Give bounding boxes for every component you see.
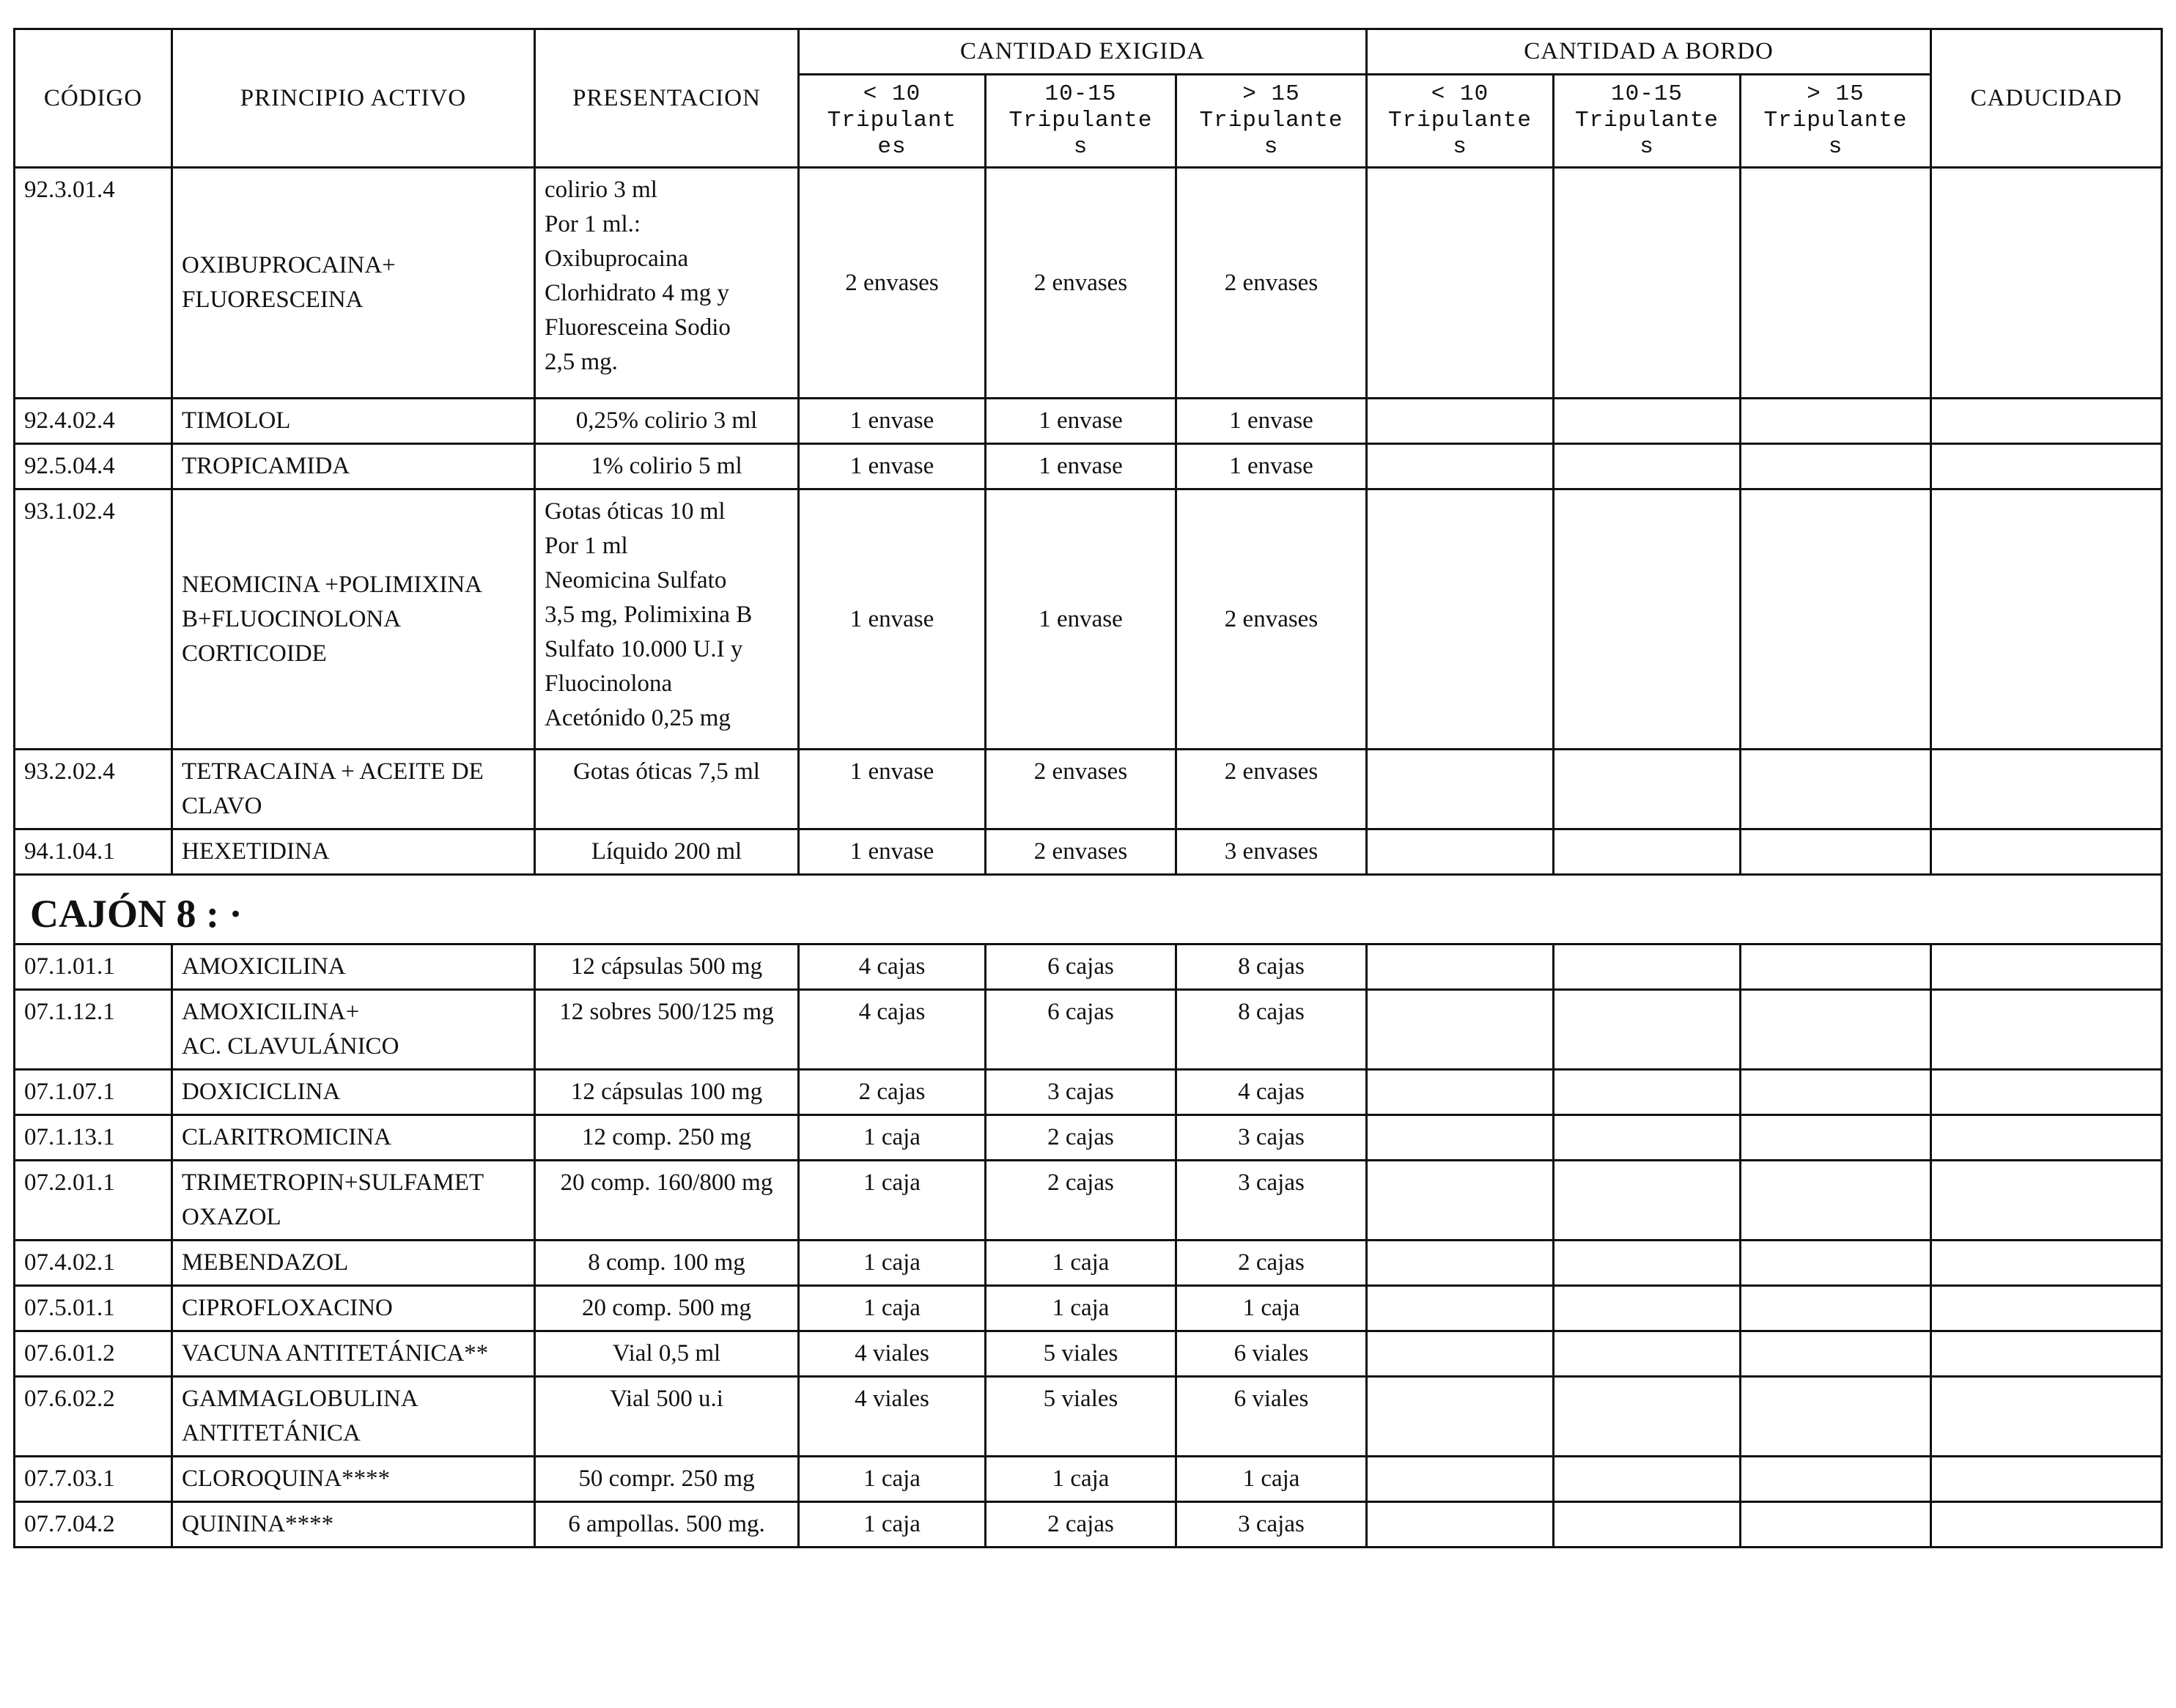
caducidad-cell[interactable] [1931, 444, 2162, 489]
cantidad-bordo-gt15-cell[interactable] [1741, 1161, 1931, 1241]
cantidad-bordo-10-15-cell[interactable] [1554, 990, 1741, 1070]
cantidad-exigida-10-15-cell: 6 cajas [986, 990, 1176, 1070]
cantidad-exigida-gt15-cell: 2 envases [1176, 168, 1367, 399]
codigo-cell: 92.4.02.4 [15, 399, 172, 444]
caducidad-cell[interactable] [1931, 1377, 2162, 1457]
caducidad-cell[interactable] [1931, 1286, 2162, 1331]
table-row [15, 1457, 2162, 1502]
presentacion-cell: 8 comp. 100 mg [535, 1241, 799, 1286]
cantidad-exigida-10-15-cell: 6 cajas [986, 944, 1176, 990]
cantidad-bordo-10-15-cell[interactable] [1554, 1115, 1741, 1161]
cantidad-exigida-10-15-cell: 3 cajas [986, 1070, 1176, 1115]
cantidad-bordo-10-15-cell[interactable] [1554, 944, 1741, 990]
caducidad-cell[interactable] [1931, 1502, 2162, 1548]
presentacion-cell: colirio 3 ml Por 1 ml.: Oxibuprocaina Clorhidrato 4 mg y Fluoresceina Sodio 2,5 mg. [535, 168, 799, 399]
principio-activo-cell: TROPICAMIDA [172, 444, 535, 489]
principio-activo-cell: QUININA**** [172, 1502, 535, 1548]
cantidad-exigida-lt10-cell: 2 cajas [799, 1070, 986, 1115]
cantidad-bordo-lt10-cell[interactable] [1367, 1377, 1554, 1457]
principio-activo-cell: OXIBUPROCAINA+ FLUORESCEINA [172, 168, 535, 399]
principio-activo-cell: CIPROFLOXACINO [172, 1286, 535, 1331]
presentacion-cell: 1% colirio 5 ml [535, 444, 799, 489]
codigo-cell: 92.3.01.4 [15, 168, 172, 399]
caducidad-cell[interactable] [1931, 990, 2162, 1070]
principio-activo-cell: DOXICICLINA [172, 1070, 535, 1115]
cantidad-exigida-10-15-cell: 5 viales [986, 1331, 1176, 1377]
cantidad-bordo-10-15-cell[interactable] [1554, 168, 1741, 399]
cantidad-bordo-lt10-cell[interactable] [1367, 1457, 1554, 1502]
principio-activo-cell: AMOXICILINA [172, 944, 535, 990]
cantidad-exigida-lt10-cell: 1 caja [799, 1161, 986, 1241]
presentacion-cell: 12 comp. 250 mg [535, 1115, 799, 1161]
cantidad-bordo-lt10-cell[interactable] [1367, 489, 1554, 750]
cantidad-exigida-gt15-cell: 2 envases [1176, 489, 1367, 750]
table-row [15, 944, 2162, 990]
medication-table [13, 28, 2163, 1548]
caducidad-cell[interactable] [1931, 1241, 2162, 1286]
cantidad-bordo-gt15-cell[interactable] [1741, 829, 1931, 875]
presentacion-cell: Líquido 200 ml [535, 829, 799, 875]
cantidad-exigida-10-15-cell: 2 cajas [986, 1115, 1176, 1161]
cantidad-bordo-gt15-cell[interactable] [1741, 1502, 1931, 1548]
cantidad-exigida-gt15-cell: 2 cajas [1176, 1241, 1367, 1286]
cantidad-exigida-lt10-cell: 2 envases [799, 168, 986, 399]
header-principio-activo: PRINCIPIO ACTIVO [172, 29, 535, 168]
codigo-cell: 07.5.01.1 [15, 1286, 172, 1331]
caducidad-cell[interactable] [1931, 944, 2162, 990]
codigo-cell: 07.2.01.1 [15, 1161, 172, 1241]
cantidad-bordo-gt15-cell[interactable] [1741, 990, 1931, 1070]
cantidad-exigida-lt10-cell: 1 caja [799, 1457, 986, 1502]
cantidad-bordo-gt15-cell[interactable] [1741, 750, 1931, 829]
principio-activo-cell: NEOMICINA +POLIMIXINA B+FLUOCINOLONA CORTICOIDE [172, 489, 535, 750]
presentacion-cell: 12 sobres 500/125 mg [535, 990, 799, 1070]
caducidad-cell[interactable] [1931, 399, 2162, 444]
principio-activo-cell: TIMOLOL [172, 399, 535, 444]
cantidad-exigida-10-15-cell: 1 caja [986, 1241, 1176, 1286]
cantidad-exigida-lt10-cell: 1 envase [799, 829, 986, 875]
presentacion-cell: Gotas óticas 10 ml Por 1 ml Neomicina Sulfato 3,5 mg, Polimixina B Sulfato 10.000 U.I y Fluocinolona Acetónido 0,25 mg [535, 489, 799, 750]
cantidad-bordo-10-15-cell[interactable] [1554, 1377, 1741, 1457]
principio-activo-cell: VACUNA ANTITETÁNICA** [172, 1331, 535, 1377]
table-row [15, 1070, 2162, 1115]
cantidad-exigida-10-15-cell: 1 envase [986, 444, 1176, 489]
codigo-cell: 94.1.04.1 [15, 829, 172, 875]
cantidad-bordo-gt15-cell[interactable] [1741, 168, 1931, 399]
cantidad-exigida-lt10-cell: 1 envase [799, 750, 986, 829]
cantidad-bordo-10-15-cell[interactable] [1554, 444, 1741, 489]
header-caducidad: CADUCIDAD [1931, 29, 2162, 168]
caducidad-cell[interactable] [1931, 168, 2162, 399]
principio-activo-cell: CLOROQUINA**** [172, 1457, 535, 1502]
cantidad-exigida-lt10-cell: 1 envase [799, 399, 986, 444]
principio-activo-cell: TRIMETROPIN+SULFAMET OXAZOL [172, 1161, 535, 1241]
cantidad-bordo-gt15-cell[interactable] [1741, 1241, 1931, 1286]
header-bordo-lt10: < 10 Tripulante s [1367, 75, 1554, 168]
table-row [15, 168, 2162, 399]
cantidad-exigida-lt10-cell: 1 caja [799, 1286, 986, 1331]
cantidad-exigida-10-15-cell: 2 cajas [986, 1502, 1176, 1548]
cantidad-bordo-gt15-cell[interactable] [1741, 399, 1931, 444]
cantidad-exigida-gt15-cell: 1 caja [1176, 1286, 1367, 1331]
cantidad-exigida-lt10-cell: 1 envase [799, 489, 986, 750]
section-heading-row [15, 875, 2162, 944]
presentacion-cell: 20 comp. 160/800 mg [535, 1161, 799, 1241]
header-bordo-gt15: > 15 Tripulante s [1741, 75, 1931, 168]
cantidad-bordo-lt10-cell[interactable] [1367, 750, 1554, 829]
cantidad-bordo-lt10-cell[interactable] [1367, 1070, 1554, 1115]
principio-activo-cell: AMOXICILINA+ AC. CLAVULÁNICO [172, 990, 535, 1070]
header-codigo: CÓDIGO [15, 29, 172, 168]
header-exigida-gt15: > 15 Tripulante s [1176, 75, 1367, 168]
cantidad-exigida-gt15-cell: 8 cajas [1176, 944, 1367, 990]
caducidad-cell[interactable] [1931, 1115, 2162, 1161]
codigo-cell: 07.4.02.1 [15, 1241, 172, 1286]
presentacion-cell: 20 comp. 500 mg [535, 1286, 799, 1331]
table-row [15, 829, 2162, 875]
codigo-cell: 07.1.12.1 [15, 990, 172, 1070]
cantidad-exigida-10-15-cell: 5 viales [986, 1377, 1176, 1457]
cantidad-bordo-lt10-cell[interactable] [1367, 1161, 1554, 1241]
cantidad-exigida-gt15-cell: 3 cajas [1176, 1115, 1367, 1161]
cantidad-bordo-10-15-cell[interactable] [1554, 1286, 1741, 1331]
codigo-cell: 07.6.02.2 [15, 1377, 172, 1457]
section2-rows [15, 944, 2162, 1548]
codigo-cell: 07.1.13.1 [15, 1115, 172, 1161]
cantidad-bordo-10-15-cell[interactable] [1554, 489, 1741, 750]
cantidad-exigida-gt15-cell: 2 envases [1176, 750, 1367, 829]
cantidad-exigida-10-15-cell: 2 cajas [986, 1161, 1176, 1241]
caducidad-cell[interactable] [1931, 1457, 2162, 1502]
cantidad-bordo-lt10-cell[interactable] [1367, 399, 1554, 444]
principio-activo-cell: HEXETIDINA [172, 829, 535, 875]
cantidad-bordo-10-15-cell[interactable] [1554, 1161, 1741, 1241]
section1-rows [15, 168, 2162, 875]
cantidad-exigida-lt10-cell: 1 envase [799, 444, 986, 489]
presentacion-cell: Vial 0,5 ml [535, 1331, 799, 1377]
presentacion-cell: Gotas óticas 7,5 ml [535, 750, 799, 829]
table-row [15, 1286, 2162, 1331]
cantidad-bordo-10-15-cell[interactable] [1554, 1331, 1741, 1377]
codigo-cell: 07.6.01.2 [15, 1331, 172, 1377]
caducidad-cell[interactable] [1931, 1070, 2162, 1115]
cantidad-bordo-lt10-cell[interactable] [1367, 1331, 1554, 1377]
principio-activo-cell: MEBENDAZOL [172, 1241, 535, 1286]
cantidad-exigida-lt10-cell: 4 viales [799, 1377, 986, 1457]
cantidad-bordo-lt10-cell[interactable] [1367, 1286, 1554, 1331]
table-row [15, 399, 2162, 444]
cantidad-bordo-gt15-cell[interactable] [1741, 1331, 1931, 1377]
cantidad-bordo-lt10-cell[interactable] [1367, 444, 1554, 489]
table-row [15, 1115, 2162, 1161]
cantidad-exigida-lt10-cell: 1 caja [799, 1502, 986, 1548]
cantidad-bordo-lt10-cell[interactable] [1367, 1241, 1554, 1286]
cantidad-bordo-lt10-cell[interactable] [1367, 1115, 1554, 1161]
caducidad-cell[interactable] [1931, 829, 2162, 875]
codigo-cell: 07.1.07.1 [15, 1070, 172, 1115]
cantidad-bordo-10-15-cell[interactable] [1554, 1457, 1741, 1502]
header-cantidad-exigida: CANTIDAD EXIGIDA [799, 29, 1367, 75]
codigo-cell: 93.1.02.4 [15, 489, 172, 750]
table-row [15, 444, 2162, 489]
principio-activo-cell: TETRACAINA + ACEITE DE CLAVO [172, 750, 535, 829]
presentacion-cell: 6 ampollas. 500 mg. [535, 1502, 799, 1548]
presentacion-cell: 0,25% colirio 3 ml [535, 399, 799, 444]
presentacion-cell: Vial 500 u.i [535, 1377, 799, 1457]
presentacion-cell: 12 cápsulas 100 mg [535, 1070, 799, 1115]
table-row [15, 990, 2162, 1070]
cantidad-exigida-lt10-cell: 1 caja [799, 1241, 986, 1286]
table-row [15, 1161, 2162, 1241]
principio-activo-cell: CLARITROMICINA [172, 1115, 535, 1161]
cantidad-bordo-10-15-cell[interactable] [1554, 1241, 1741, 1286]
header-cantidad-a-bordo: CANTIDAD A BORDO [1367, 29, 1931, 75]
medication-inventory-sheet [13, 28, 2161, 1548]
cantidad-exigida-gt15-cell: 6 viales [1176, 1377, 1367, 1457]
cantidad-bordo-gt15-cell[interactable] [1741, 489, 1931, 750]
cantidad-bordo-lt10-cell[interactable] [1367, 990, 1554, 1070]
presentacion-cell: 50 compr. 250 mg [535, 1457, 799, 1502]
table-row [15, 1502, 2162, 1548]
cantidad-exigida-lt10-cell: 4 cajas [799, 990, 986, 1070]
cantidad-bordo-lt10-cell[interactable] [1367, 168, 1554, 399]
cantidad-exigida-gt15-cell: 6 viales [1176, 1331, 1367, 1377]
caducidad-cell[interactable] [1931, 489, 2162, 750]
cantidad-exigida-gt15-cell: 3 cajas [1176, 1502, 1367, 1548]
cantidad-exigida-10-15-cell: 2 envases [986, 750, 1176, 829]
cantidad-exigida-gt15-cell: 3 cajas [1176, 1161, 1367, 1241]
cantidad-exigida-10-15-cell: 1 caja [986, 1457, 1176, 1502]
cantidad-bordo-gt15-cell[interactable] [1741, 1457, 1931, 1502]
cantidad-bordo-gt15-cell[interactable] [1741, 1377, 1931, 1457]
caducidad-cell[interactable] [1931, 1161, 2162, 1241]
caducidad-cell[interactable] [1931, 750, 2162, 829]
cantidad-bordo-10-15-cell[interactable] [1554, 829, 1741, 875]
codigo-cell: 07.1.01.1 [15, 944, 172, 990]
cantidad-bordo-10-15-cell[interactable] [1554, 1070, 1741, 1115]
cantidad-exigida-gt15-cell: 1 envase [1176, 444, 1367, 489]
principio-activo-cell: GAMMAGLOBULINA ANTITETÁNICA [172, 1377, 535, 1457]
cantidad-exigida-lt10-cell: 4 cajas [799, 944, 986, 990]
codigo-cell: 07.7.04.2 [15, 1502, 172, 1548]
header-presentacion: PRESENTACION [535, 29, 799, 168]
cantidad-bordo-10-15-cell[interactable] [1554, 1502, 1741, 1548]
cantidad-exigida-gt15-cell: 1 envase [1176, 399, 1367, 444]
cantidad-exigida-10-15-cell: 2 envases [986, 829, 1176, 875]
codigo-cell: 92.5.04.4 [15, 444, 172, 489]
cantidad-exigida-gt15-cell: 8 cajas [1176, 990, 1367, 1070]
cantidad-exigida-10-15-cell: 1 caja [986, 1286, 1176, 1331]
cantidad-bordo-lt10-cell[interactable] [1367, 1502, 1554, 1548]
cantidad-bordo-gt15-cell[interactable] [1741, 1286, 1931, 1331]
caducidad-cell[interactable] [1931, 1331, 2162, 1377]
presentacion-cell: 12 cápsulas 500 mg [535, 944, 799, 990]
cantidad-exigida-gt15-cell: 1 caja [1176, 1457, 1367, 1502]
table-row [15, 1241, 2162, 1286]
header-bordo-10-15: 10-15 Tripulante s [1554, 75, 1741, 168]
table-row [15, 489, 2162, 750]
cantidad-bordo-gt15-cell[interactable] [1741, 1115, 1931, 1161]
cantidad-bordo-10-15-cell[interactable] [1554, 750, 1741, 829]
codigo-cell: 93.2.02.4 [15, 750, 172, 829]
cantidad-bordo-gt15-cell[interactable] [1741, 944, 1931, 990]
cantidad-bordo-lt10-cell[interactable] [1367, 829, 1554, 875]
table-row [15, 1377, 2162, 1457]
header-exigida-10-15: 10-15 Tripulante s [986, 75, 1176, 168]
cantidad-exigida-10-15-cell: 1 envase [986, 399, 1176, 444]
cantidad-exigida-10-15-cell: 1 envase [986, 489, 1176, 750]
cantidad-exigida-lt10-cell: 4 viales [799, 1331, 986, 1377]
cantidad-bordo-10-15-cell[interactable] [1554, 399, 1741, 444]
codigo-cell: 07.7.03.1 [15, 1457, 172, 1502]
cantidad-bordo-gt15-cell[interactable] [1741, 1070, 1931, 1115]
cantidad-exigida-gt15-cell: 4 cajas [1176, 1070, 1367, 1115]
cantidad-bordo-lt10-cell[interactable] [1367, 944, 1554, 990]
cantidad-exigida-10-15-cell: 2 envases [986, 168, 1176, 399]
cantidad-exigida-gt15-cell: 3 envases [1176, 829, 1367, 875]
section-title-cajon-8: CAJÓN 8 : · [15, 875, 2162, 944]
cantidad-exigida-lt10-cell: 1 caja [799, 1115, 986, 1161]
table-row [15, 1331, 2162, 1377]
cantidad-bordo-gt15-cell[interactable] [1741, 444, 1931, 489]
table-row [15, 750, 2162, 829]
header-exigida-lt10: < 10 Tripulant es [799, 75, 986, 168]
